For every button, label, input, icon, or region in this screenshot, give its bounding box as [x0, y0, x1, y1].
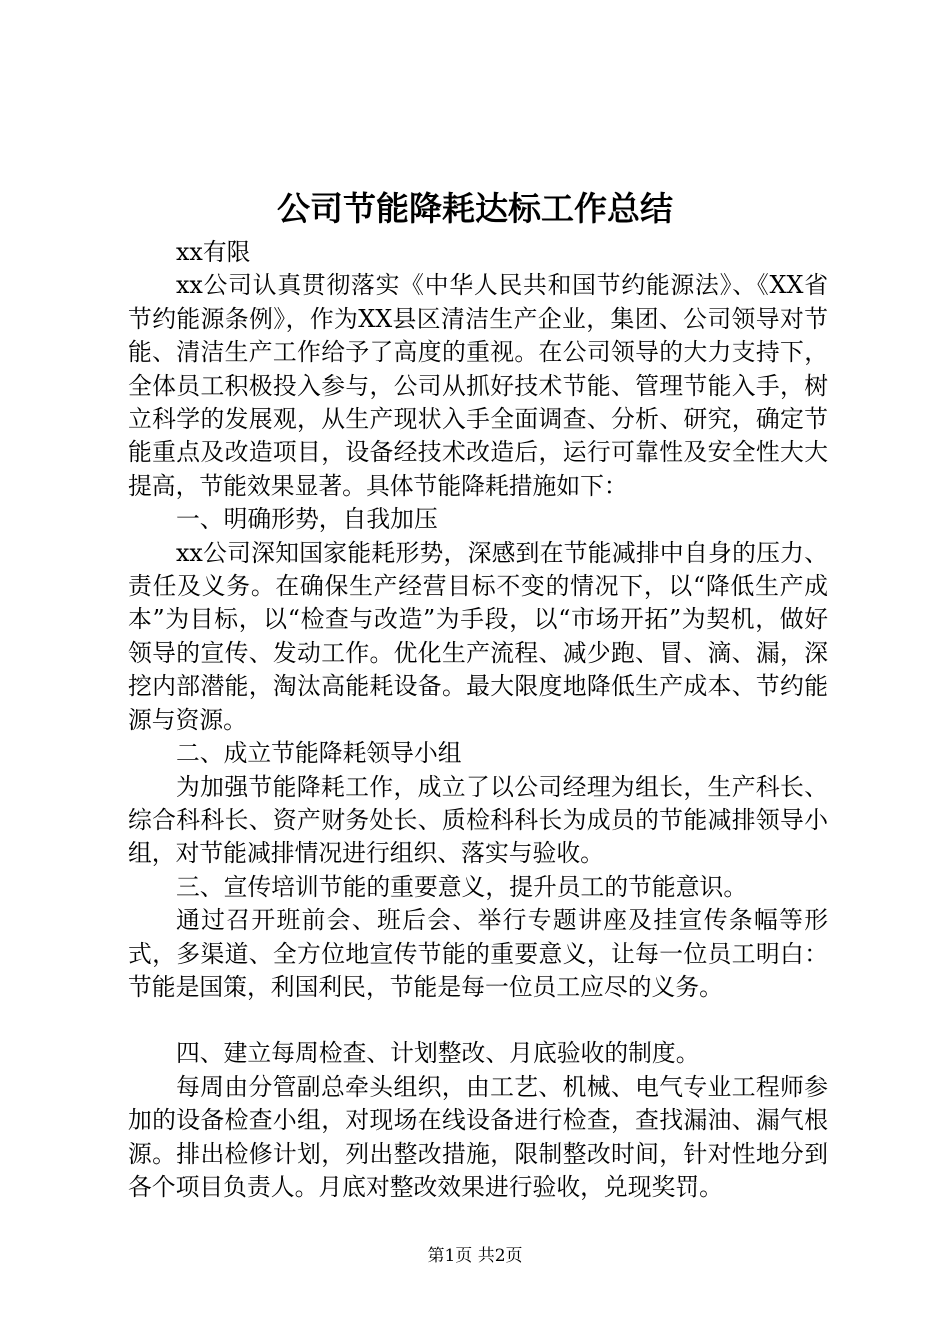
- paragraph-section-3: 通过召开班前会、班后会、举行专题讲座及挂宣传条幅等形式，多渠道、全方位地宣传节能的重要意义，让每一位员工明白：节能是国策，利国利民，节能是每一位员工应尽的义务。: [128, 906, 828, 1001]
- paragraph-section-2: 为加强节能降耗工作，成立了以公司经理为组长，生产科长、综合科科长、资产财务处长、质检科科长为成员的节能减排领导小组，对节能减排情况进行组织、落实与验收。: [128, 772, 828, 868]
- heading-section-1: 一、明确形势，自我加压: [176, 505, 438, 534]
- paragraph-section-4: 每周由分管副总牵头组织，由工艺、机械、电气专业工程师参加的设备检查小组，对现场在线设备进行检查，查找漏油、漏气根源。排出检修计划，列出整改措施，限制整改时间，针对性地分到各个项目负责人。月底对整改效果进行验收，兑现奖罚。: [128, 1072, 828, 1201]
- heading-section-3: 三、宣传培训节能的重要意义，提升员工的节能意识。: [176, 872, 748, 901]
- paragraph-section-1: xx公司深知国家能耗形势，深感到在节能减排中自身的压力、责任及义务。在确保生产经营目标不变的情况下，以“降低生产成本”为目标，以“检查与改造”为手段，以“市场开拓”为契机，做好领导的宣传、发动工作。优化生产流程、减少跑、冒、滴、漏，深挖内部潜能，淘汰高能耗设备。最大限度地降低生产成本、节约能源与资源。: [128, 538, 828, 734]
- paragraph-intro: xx公司认真贯彻落实《中华人民共和国节约能源法》、《XX省节约能源条例》，作为XX县区清洁生产企业，集团、公司领导对节能、清洁生产工作给予了高度的重视。在公司领导的大力支持下，全体员工积极投入参与，公司从抓好技术节能、管理节能入手，树立科学的发展观，从生产现状入手全面调查、分析、研究，确定节能重点及改造项目，设备经技术改造后，运行可靠性及安全性大大提高，节能效果显著。具体节能降耗措施如下：: [128, 271, 828, 500]
- page-footer: 第1页 共2页: [427, 1246, 523, 1266]
- heading-section-2: 二、成立节能降耗领导小组: [176, 739, 462, 768]
- document-body: [128, 236, 828, 1204]
- document-title: 公司节能降耗达标工作总结: [277, 189, 673, 228]
- paragraph-company: xx有限: [176, 238, 251, 266]
- heading-section-4: 四、建立每周检查、计划整改、月底验收的制度。: [176, 1039, 700, 1068]
